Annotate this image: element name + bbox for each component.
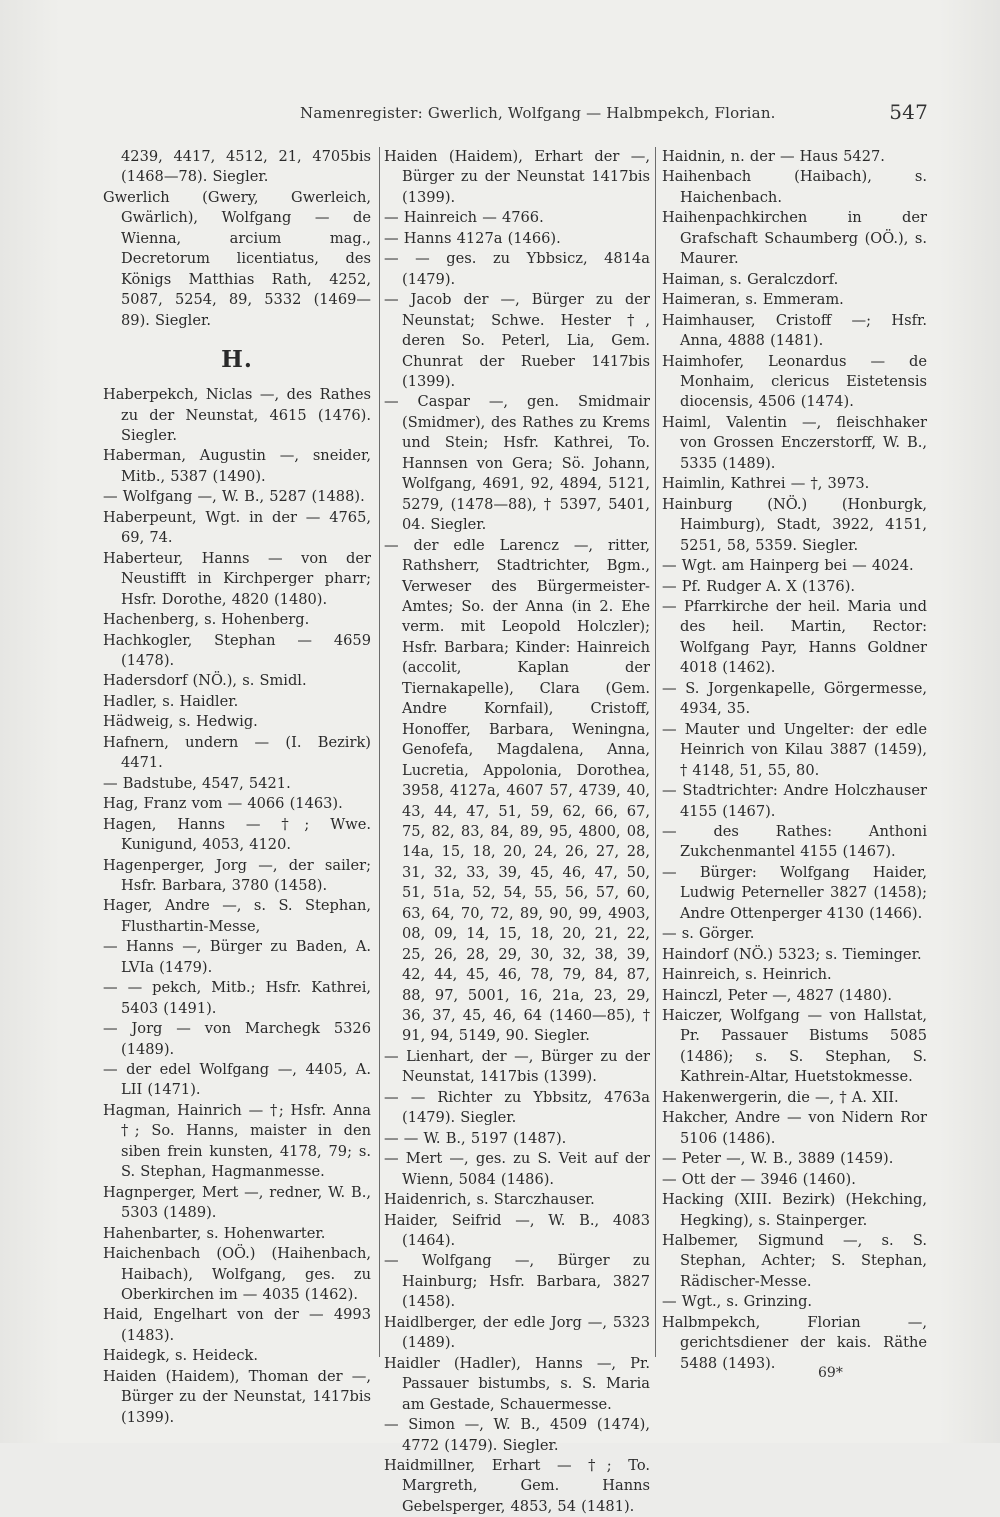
index-entry: — Caspar —, gen. Smidmair (Smidmer), des Rathes zu Krems und Stein; Hsfr. Kathrei, To. Hannsen von Gera; Sö. Johann, Wolfgang, 4691, 92, 4894, 5121, 5279, (1478—88), † 5397, 5401, 04. Siegler. bbox=[384, 393, 650, 534]
index-entry: — Wolfgang —, W. B., 5287 (1488). bbox=[103, 488, 365, 506]
index-entry: Haichenbach (OÖ.) (Haihenbach, Haibach), Wolfgang, ges. zu Oberkirchen im — 4035 (1462). bbox=[103, 1245, 371, 1304]
index-entry: Haberman, Augustin —, sneider, Mitb., 5387 (1490). bbox=[103, 447, 371, 485]
column-1 bbox=[103, 147, 371, 1428]
index-entry: — Mert —, ges. zu S. Veit auf der Wienn, 5084 (1486). bbox=[384, 1150, 650, 1188]
index-entry: 4239, 4417, 4512, 21, 4705bis (1468—78). Siegler. bbox=[121, 148, 371, 186]
index-entry: Hagen, Hanns — †; Wwe. Kunigund, 4053, 4120. bbox=[103, 815, 371, 854]
index-entry: Hachenberg, s. Hohenberg. bbox=[103, 611, 310, 629]
index-entry: — Badstube, 4547, 5421. bbox=[103, 774, 291, 792]
index-entry: — Mauter und Ungelter: der edle Heinrich von Kilau 3887 (1459), † 4148, 51, 55, 80. bbox=[662, 720, 927, 779]
index-entry: Haid, Engelhart von der — 4993 (1483). bbox=[103, 1306, 371, 1344]
index-entry: Hag, Franz vom — 4066 (1463). bbox=[103, 795, 343, 813]
index-entry: Haihenpachkirchen in der Grafschaft Schaumberg (OÖ.), s. Maurer. bbox=[662, 209, 927, 268]
column-divider bbox=[379, 147, 380, 1357]
index-entry: Haihenbach (Haibach), s. Haichenbach. bbox=[662, 168, 927, 206]
index-entry: Hahenbarter, s. Hohenwarter. bbox=[103, 1224, 326, 1242]
index-entry: — Wolfgang —, Bürger zu Hainburg; Hsfr. Barbara, 3827 (1458). bbox=[384, 1252, 650, 1311]
index-entry: — Hanns —, Bürger zu Baden, A. LVIa (1479). bbox=[103, 938, 371, 976]
index-entry: — Wgt., s. Grinzing. bbox=[662, 1293, 813, 1311]
signature-mark: 69* bbox=[818, 1365, 843, 1381]
column-2 bbox=[384, 147, 650, 1517]
index-entry: Haidegk, s. Heideck. bbox=[103, 1347, 258, 1365]
index-entry: Hakcher, Andre — von Nidern Ror 5106 (1486). bbox=[662, 1109, 927, 1147]
index-entry: Hachkogler, Stephan — 4659 (1478). bbox=[103, 631, 371, 669]
column-divider bbox=[655, 147, 656, 1357]
index-entry: Haberteur, Hanns — von der Neustifft in Kirchperger pharr; Hsfr. Dorothe, 4820 (1480). bbox=[103, 549, 371, 608]
index-entry: Haiman, s. Geralczdorf. bbox=[662, 270, 839, 288]
page-number: 547 bbox=[889, 100, 928, 124]
index-entry: Hacking (XIII. Bezirk) (Hekching, Hegking), s. Stainperger. bbox=[662, 1191, 927, 1229]
index-entry: — Hanns 4127a (1466). bbox=[384, 229, 561, 247]
index-entry: Haimhofer, Leonardus — de Monhaim, clericus Eistetensis diocensis, 4506 (1474). bbox=[662, 352, 927, 411]
index-entry: — Jorg — von Marchegk 5326 (1489). bbox=[103, 1020, 371, 1058]
index-entry: Haidler (Hadler), Hanns —, Pr. Passauer bistumbs, s. S. Maria am Gestade, Schauermesse. bbox=[384, 1354, 650, 1413]
index-entry: Haimhauser, Cristoff —; Hsfr. Anna, 4888 (1481). bbox=[662, 311, 927, 350]
index-entry: — Stadtrichter: Andre Holczhauser 4155 (1467). bbox=[662, 782, 927, 820]
index-entry: — Simon —, W. B., 4509 (1474), 4772 (1479). Siegler. bbox=[384, 1416, 650, 1454]
index-entry: — — Richter zu Ybbsitz, 4763a (1479). Siegler. bbox=[384, 1088, 650, 1127]
section-letter: H. bbox=[221, 346, 253, 374]
index-entry: Hagnperger, Mert —, redner, W. B., 5303 (1489). bbox=[103, 1183, 371, 1222]
index-entry: — der edel Wolfgang —, 4405, A. LII (1471). bbox=[103, 1061, 371, 1099]
index-entry: — Ott der — 3946 (1460). bbox=[662, 1170, 856, 1188]
index-entry: Haidlberger, der edle Jorg —, 5323 (1489). bbox=[384, 1313, 650, 1352]
index-entry: Haimeran, s. Emmeram. bbox=[662, 291, 844, 309]
index-entry: — Bürger: Wolfgang Haider, Ludwig Peterneller 3827 (1458); Andre Ottenperger 4130 (1466). bbox=[662, 863, 927, 922]
index-entry: Haimlin, Kathrei — †, 3973. bbox=[662, 475, 870, 493]
index-entry: Hainreich, s. Heinrich. bbox=[662, 966, 832, 984]
index-entry: — Hainreich — 4766. bbox=[384, 209, 544, 227]
index-entry: Hainburg (NÖ.) (Honburgk, Haimburg), Stadt, 3922, 4151, 5251, 58, 5359. Siegler. bbox=[662, 495, 927, 554]
index-entry: Gwerlich (Gwery, Gwerleich, Gwärlich), Wolfgang — de Wienna, arcium mag., Decretorum licentiatus, des Königs Matthias Rath, 4252, 5087, 5254, 89, 5332 (1469—89). Siegler. bbox=[103, 188, 371, 329]
index-entry: — Peter —, W. B., 3889 (1459). bbox=[662, 1150, 894, 1168]
index-entry: Haiml, Valentin —, fleischhaker von Grossen Enczerstorff, W. B., 5335 (1489). bbox=[662, 413, 927, 472]
index-entry: Hädweig, s. Hedwig. bbox=[103, 713, 258, 731]
index-entry: Haiden (Haidem), Erhart der —, Bürger zu der Neunstat 1417bis (1399). bbox=[384, 148, 650, 206]
index-entry: — Pfarrkirche der heil. Maria und des heil. Martin, Rector: Wolfgang Payr, Hanns Goldner 4018 (1462). bbox=[662, 597, 927, 677]
index-entry: Hainczl, Peter —, 4827 (1480). bbox=[662, 986, 893, 1004]
header-title: Namenregister: Gwerlich, Wolfgang — Halbmpekch, Florian. bbox=[300, 104, 776, 122]
index-entry: Haberpekch, Niclas —, des Rathes zu der Neunstat, 4615 (1476). Siegler. bbox=[103, 386, 371, 444]
index-entry: Haindorf (NÖ.) 5323; s. Tieminger. bbox=[662, 945, 922, 963]
index-entry: — — ges. zu Ybbsicz, 4814a (1479). bbox=[384, 250, 650, 288]
index-entry: — Jacob der —, Bürger zu der Neunstat; Schwe. Hester †, deren So. Peterl, Lia, Gem. Chunrat der Rueber 1417bis (1399). bbox=[384, 291, 650, 390]
index-entry: Haiczer, Wolfgang — von Hallstat, Pr. Passauer Bistums 5085 (1486); s. S. Stephan, S. Kathrein-Altar, Huetstokmesse. bbox=[662, 1007, 927, 1086]
index-entry: — — pekch, Mitb.; Hsfr. Kathrei, 5403 (1491). bbox=[103, 979, 371, 1017]
index-entry: Halbmpekch, Florian —, gerichtsdiener der kais. Räthe 5488 (1493). bbox=[662, 1313, 927, 1372]
index-entry: Hadler, s. Haidler. bbox=[103, 692, 239, 710]
index-entry: Haiden (Haidem), Thoman der —, Bürger zu der Neunstat, 1417bis (1399). bbox=[103, 1367, 371, 1426]
index-entry: Halbemer, Sigmund —, s. S. Stephan, Achter; S. Stephan, Rädischer-Messe. bbox=[662, 1232, 927, 1290]
index-entry: Hafnern, undern — (I. Bezirk) 4471. bbox=[103, 733, 371, 772]
index-entry: Haidmillner, Erhart — †; To. Margreth, Gem. Hanns Gebelsperger, 4853, 54 (1481). bbox=[384, 1457, 650, 1515]
column-3 bbox=[662, 147, 927, 1374]
index-entry: Haidnin, n. der — Haus 5427. bbox=[662, 148, 885, 165]
index-entry: Haberpeunt, Wgt. in der — 4765, 69, 74. bbox=[103, 508, 371, 547]
index-entry: Hagman, Hainrich — †; Hsfr. Anna †; So. Hanns, maister in den siben frein kunsten, 4178, 79; s. S. Stephan, Hagmanmesse. bbox=[103, 1101, 371, 1181]
index-entry: — Wgt. am Hainperg bei — 4024. bbox=[662, 557, 914, 575]
index-entry: Hagenperger, Jorg —, der sailer; Hsfr. Barbara, 3780 (1458). bbox=[103, 856, 371, 894]
index-entry: — — W. B., 5197 (1487). bbox=[384, 1129, 567, 1147]
index-entry: Hakenwergerin, die —, † A. XII. bbox=[662, 1088, 899, 1106]
index-entry: Haider, Seifrid —, W. B., 4083 (1464). bbox=[384, 1211, 650, 1250]
index-entry: Hadersdorf (NÖ.), s. Smidl. bbox=[103, 672, 307, 690]
index-entry: Hager, Andre —, s. S. Stephan, Flusthartin-Messe, bbox=[103, 897, 371, 935]
index-entry: Haidenrich, s. Starczhauser. bbox=[384, 1191, 595, 1209]
index-entry: — Lienhart, der —, Bürger zu der Neunstat, 1417bis (1399). bbox=[384, 1047, 650, 1086]
index-entry: — Pf. Rudger A. X (1376). bbox=[662, 577, 856, 595]
index-entry: — des Rathes: Anthoni Zukchenmantel 4155 (1467). bbox=[662, 822, 927, 861]
index-entry: — S. Jorgenkapelle, Görgermesse, 4934, 35. bbox=[662, 679, 927, 718]
index-entry: — s. Görger. bbox=[662, 925, 755, 943]
index-entry: — der edle Larencz —, ritter, Rathsherr, Stadtrichter, Bgm., Verweser des Bürgermeister-Amtes; So. der Anna (in 2. Ehe verm. mit Leopold Holczler); Hsfr. Barbara; Kinder: Hainreich (accolit, Kaplan der Tiernakapelle), Clara (Gem. Andre Kornfail), Cristoff, Honoffer, Barbara, Weningna, Genofefa, Magdalena, Anna, Lucretia, Appolonia, Dorothea, 3958, 4127a, 4607 57, 4739, 40, 43, 44, 47, 51, 59, 62, 66, 67, 75, 82, 83, 84, 89, 95, 4800, 08, 14a, 15, 18, 20, 24, 26, 27, 28, 31, 32, 33, 39, 45, 46, 47, 50, 51, 51a, 52, 54, 55, 56, 57, 60, 63, 64, 70, 72, 89, 90, 99, 4903, 08, 09, 14, 15, 18, 20, 21, 22, 25, 26, 28, 29, 30, 32, 38, 39, 42, 44, 45, 46, 78, 79, 84, 87, 88, 97, 5001, 16, 21a, 23, 29, 36, 37, 45, 46, 64 (1460—85), † 91, 94, 5149, 90. Siegler. bbox=[384, 536, 650, 1045]
